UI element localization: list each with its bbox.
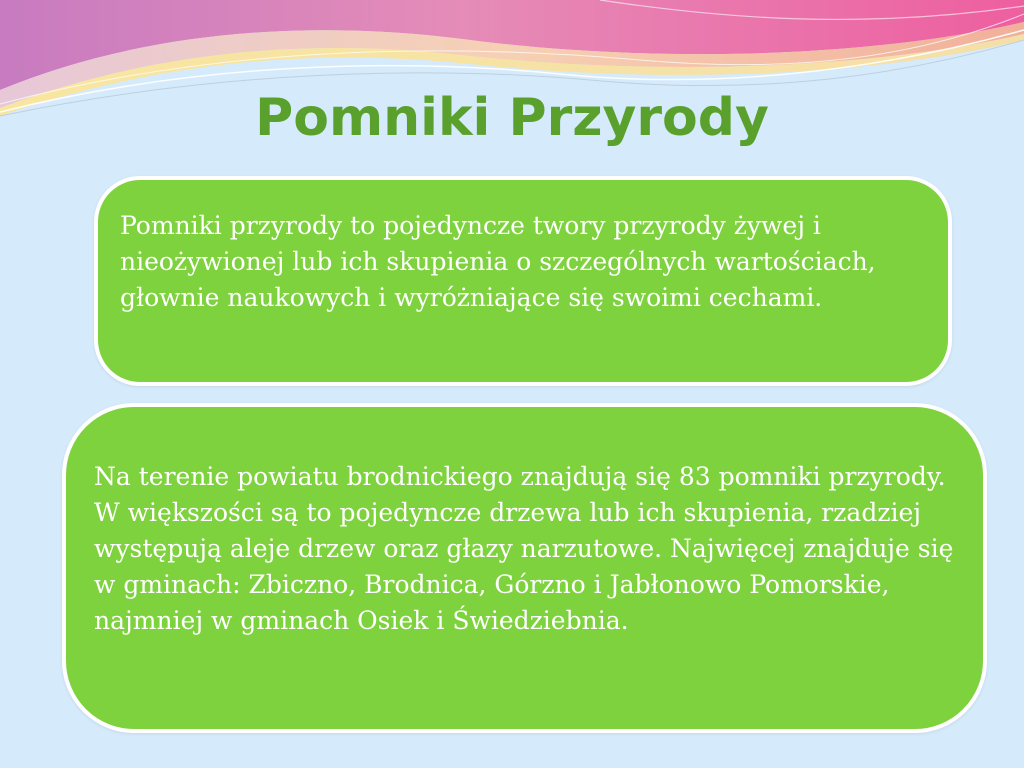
district-info-text: Na terenie powiatu brodnickiego znajdują się 83 pomniki przyrody. W większości są to pojedyncze drzewa lub ich skupienia, rzadziej występują aleje drzew oraz głazy narzutowe. Najwięcej znajduje się w gminach: Zbiczno, Brodnica, Górzno i Jabłonowo Pomorskie, najmniej w gminach Osiek i Świedziebnia. [94,462,954,635]
definition-box [94,176,952,386]
district-info-box [62,403,987,733]
slide-title: Pomniki Przyrody [255,88,769,148]
definition-text: Pomniki przyrody to pojedyncze twory przyrody żywej i nieożywionej lub ich skupienia o szczególnych wartościach, głownie naukowych i wyróżniające się swoimi cechami. [120,211,876,312]
